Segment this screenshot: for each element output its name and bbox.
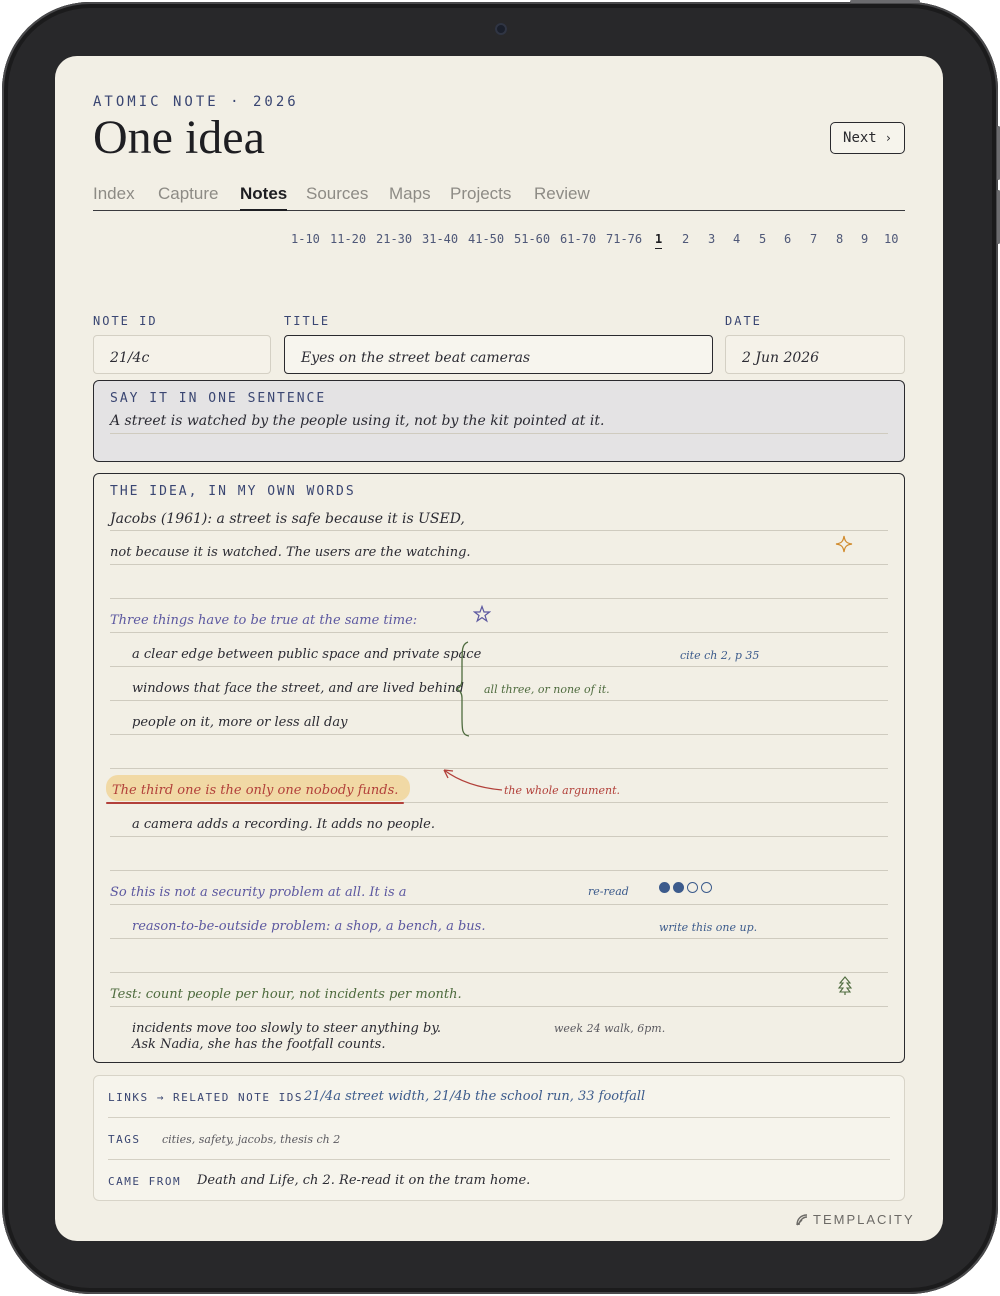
ruled-line [110, 836, 888, 837]
title-label: TITLE [284, 314, 331, 328]
page-range-link[interactable]: 71-76 [606, 232, 643, 246]
title-field[interactable] [284, 335, 713, 374]
page-title: One idea [93, 111, 265, 164]
idea-line: a camera adds a recording. It adds no people. [132, 817, 435, 832]
power-button [850, 0, 920, 3]
page-link[interactable]: 2 [682, 232, 690, 246]
page-range-link[interactable]: 61-70 [560, 232, 597, 246]
one-sentence-box[interactable] [93, 380, 905, 462]
tab-bar [93, 184, 905, 211]
screen [55, 56, 943, 1241]
links-label: LINKS → RELATED NOTE IDS [108, 1091, 303, 1104]
next-label: Next [843, 130, 877, 146]
page-range-link[interactable]: 1-10 [291, 232, 320, 246]
templacity-logo-icon [795, 1213, 809, 1227]
idea-line: windows that face the street, and are lived behind [132, 681, 464, 696]
arrow-note: the whole argument. [504, 784, 621, 797]
tab-projects[interactable]: Projects [450, 184, 512, 203]
idea-label: THE IDEA, IN MY OWN WORDS [110, 484, 356, 499]
date-value: 2 Jun 2026 [742, 350, 820, 366]
ruled-line [110, 530, 888, 531]
page-link[interactable]: 3 [708, 232, 716, 246]
page-link[interactable]: 9 [861, 232, 869, 246]
date-field[interactable] [725, 335, 905, 374]
ruled-line [110, 870, 888, 871]
progress-dot [659, 882, 670, 893]
metadata-box [93, 1075, 905, 1201]
page-link[interactable]: 6 [784, 232, 792, 246]
date-label: DATE [725, 314, 762, 328]
idea-line: Ask Nadia, she has the footfall counts. [132, 1037, 386, 1052]
ruled-line [110, 1006, 888, 1007]
idea-line: reason-to-be-outside problem: a shop, a bench, a bus. [132, 919, 486, 934]
links-value[interactable]: 21/4a street width, 21/4b the school run, 33 footfall [304, 1089, 646, 1104]
came-from-value[interactable]: Death and Life, ch 2. Re-read it on the tram home. [197, 1173, 531, 1188]
ruled-line [110, 666, 888, 667]
walk-note: week 24 walk, 6pm. [554, 1022, 666, 1035]
progress-dot [687, 882, 698, 893]
page-link[interactable]: 10 [884, 232, 899, 246]
tab-index[interactable]: Index [93, 184, 135, 203]
idea-box[interactable] [93, 473, 905, 1063]
page-range-link[interactable]: 21-30 [376, 232, 413, 246]
reread-progress[interactable] [659, 882, 712, 893]
idea-line: not because it is watched. The users are the watching. [110, 545, 471, 560]
ruled-line [110, 632, 888, 633]
sparkle-icon [835, 535, 853, 553]
one-sentence-text: A street is watched by the people using it, not by the kit pointed at it. [110, 413, 605, 429]
tab-maps[interactable]: Maps [389, 184, 431, 203]
came-from-label: CAME FROM [108, 1175, 182, 1188]
note-id-field[interactable] [93, 335, 271, 374]
tab-capture[interactable]: Capture [158, 184, 219, 203]
bracket-note: all three, or none of it. [484, 683, 610, 696]
brand-name: TEMPLACITY [813, 1212, 915, 1227]
idea-line-highlighted: The third one is the only one nobody funds. [112, 783, 399, 798]
cite-note: cite ch 2, p 35 [680, 649, 760, 662]
reread-note: re-read [588, 885, 629, 898]
idea-line: Test: count people per hour, not incidents per month. [110, 987, 462, 1002]
ruled-line [110, 972, 888, 973]
page-link[interactable]: 7 [810, 232, 818, 246]
chevron-right-icon: › [884, 131, 892, 145]
divider [108, 1117, 890, 1118]
divider [108, 1159, 890, 1160]
ruled-line [110, 564, 888, 565]
note-id-value: 21/4c [110, 350, 150, 366]
tags-label: TAGS [108, 1133, 141, 1146]
tags-value[interactable]: cities, safety, jacobs, thesis ch 2 [162, 1133, 341, 1146]
note-id-label: NOTE ID [93, 314, 158, 328]
page-range-link[interactable]: 41-50 [468, 232, 505, 246]
eyebrow: ATOMIC NOTE · 2026 [93, 94, 299, 110]
idea-line: people on it, more or less all day [132, 715, 348, 730]
brand-mark [795, 1212, 915, 1227]
write-up-note: write this one up. [659, 921, 758, 934]
ruled-line [110, 938, 888, 939]
progress-dot [673, 882, 684, 893]
ruled-line [110, 700, 888, 701]
page-link[interactable]: 4 [733, 232, 741, 246]
tab-sources[interactable]: Sources [306, 184, 369, 203]
ruled-line [110, 598, 888, 599]
ruled-line [110, 734, 888, 735]
idea-line: So this is not a security problem at all. It is a [110, 885, 407, 900]
page-range-link[interactable]: 51-60 [514, 232, 551, 246]
idea-line: Jacobs (1961): a street is safe because it is USED, [110, 511, 465, 527]
star-icon [473, 605, 491, 623]
idea-line: Three things have to be true at the same time: [110, 613, 418, 628]
page-range-link[interactable]: 11-20 [330, 232, 367, 246]
ruled-line [110, 904, 888, 905]
tree-icon [837, 976, 853, 996]
arrow-icon [440, 764, 504, 798]
progress-dot [701, 882, 712, 893]
front-camera [495, 23, 507, 35]
page-link[interactable]: 8 [836, 232, 844, 246]
next-button[interactable] [830, 122, 905, 154]
page-range-link[interactable]: 31-40 [422, 232, 459, 246]
page-link-active[interactable]: 1 [655, 232, 662, 249]
page-link[interactable]: 5 [759, 232, 767, 246]
curly-bracket [456, 640, 476, 738]
tab-review[interactable]: Review [534, 184, 590, 203]
red-underline [106, 802, 404, 804]
idea-line: incidents move too slowly to steer anything by. [132, 1021, 442, 1036]
title-value: Eyes on the street beat cameras [301, 350, 531, 366]
tab-notes[interactable]: Notes [240, 184, 287, 211]
one-sentence-label: SAY IT IN ONE SENTENCE [110, 391, 327, 406]
ruled-line [110, 433, 888, 434]
idea-line: a clear edge between public space and private space [132, 647, 482, 662]
